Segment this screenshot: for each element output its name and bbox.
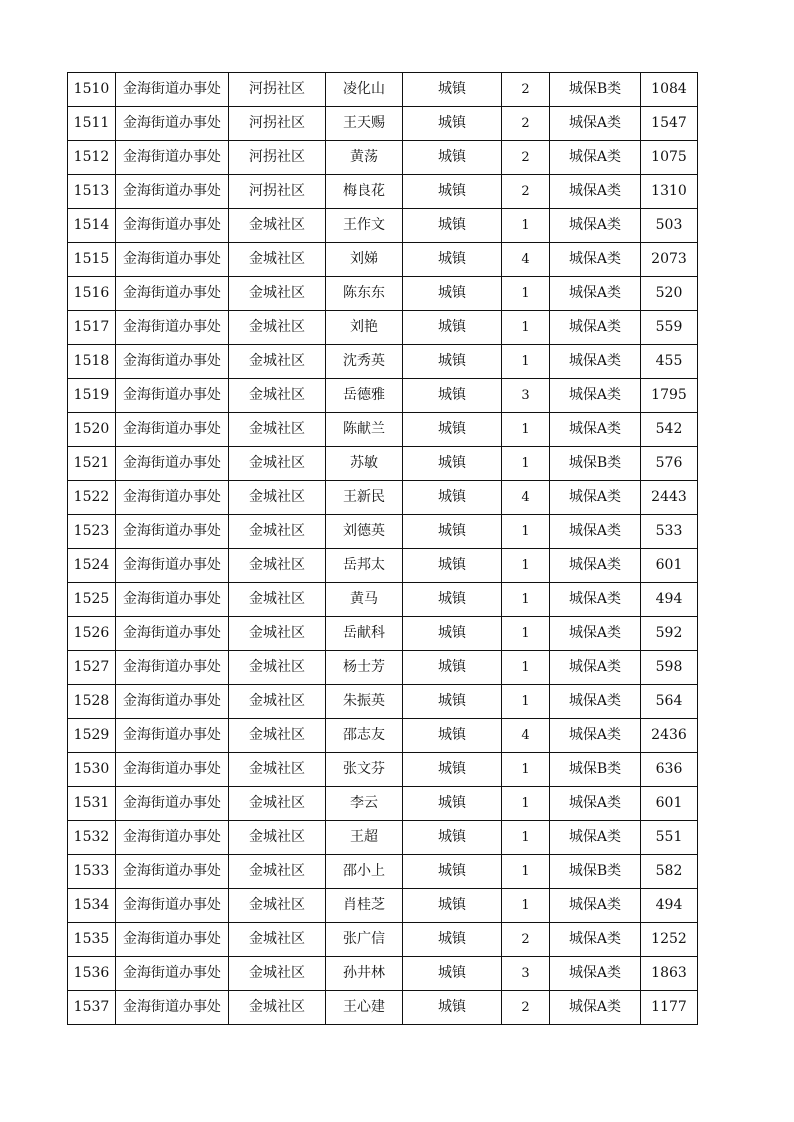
cell-serial-number: 1513: [68, 175, 116, 209]
cell-community: 金城社区: [229, 549, 326, 583]
cell-person-name: 邵小上: [326, 855, 403, 889]
cell-category: 城保A类: [550, 957, 641, 991]
cell-household-size: 3: [502, 957, 550, 991]
cell-street-office: 金海街道办事处: [116, 73, 229, 107]
cell-household-size: 1: [502, 583, 550, 617]
table-row: [68, 243, 698, 277]
table-row: [68, 957, 698, 991]
cell-serial-number: 1534: [68, 889, 116, 923]
cell-person-name: 沈秀英: [326, 345, 403, 379]
cell-street-office: 金海街道办事处: [116, 447, 229, 481]
cell-area-type: 城镇: [403, 855, 502, 889]
cell-category: 城保B类: [550, 753, 641, 787]
cell-community: 金城社区: [229, 413, 326, 447]
cell-area-type: 城镇: [403, 923, 502, 957]
cell-community: 金城社区: [229, 481, 326, 515]
cell-serial-number: 1511: [68, 107, 116, 141]
cell-street-office: 金海街道办事处: [116, 821, 229, 855]
cell-household-size: 1: [502, 549, 550, 583]
cell-area-type: 城镇: [403, 73, 502, 107]
cell-amount: 1177: [641, 991, 698, 1025]
cell-amount: 601: [641, 549, 698, 583]
table-row: [68, 855, 698, 889]
cell-household-size: 2: [502, 73, 550, 107]
cell-person-name: 杨士芳: [326, 651, 403, 685]
cell-area-type: 城镇: [403, 889, 502, 923]
cell-amount: 564: [641, 685, 698, 719]
cell-area-type: 城镇: [403, 345, 502, 379]
cell-household-size: 4: [502, 719, 550, 753]
cell-person-name: 王心建: [326, 991, 403, 1025]
cell-area-type: 城镇: [403, 685, 502, 719]
cell-community: 河拐社区: [229, 107, 326, 141]
cell-community: 金城社区: [229, 243, 326, 277]
cell-person-name: 张广信: [326, 923, 403, 957]
cell-amount: 601: [641, 787, 698, 821]
cell-community: 金城社区: [229, 753, 326, 787]
cell-category: 城保A类: [550, 345, 641, 379]
cell-person-name: 黄马: [326, 583, 403, 617]
cell-amount: 533: [641, 515, 698, 549]
cell-household-size: 2: [502, 107, 550, 141]
cell-person-name: 刘德英: [326, 515, 403, 549]
cell-amount: 2073: [641, 243, 698, 277]
cell-street-office: 金海街道办事处: [116, 515, 229, 549]
table-row: [68, 753, 698, 787]
cell-community: 金城社区: [229, 345, 326, 379]
cell-area-type: 城镇: [403, 821, 502, 855]
cell-area-type: 城镇: [403, 243, 502, 277]
cell-serial-number: 1520: [68, 413, 116, 447]
cell-community: 金城社区: [229, 685, 326, 719]
cell-community: 金城社区: [229, 957, 326, 991]
cell-household-size: 1: [502, 311, 550, 345]
cell-area-type: 城镇: [403, 549, 502, 583]
cell-community: 金城社区: [229, 515, 326, 549]
table-row: [68, 277, 698, 311]
cell-person-name: 王超: [326, 821, 403, 855]
cell-area-type: 城镇: [403, 583, 502, 617]
cell-street-office: 金海街道办事处: [116, 855, 229, 889]
cell-household-size: 1: [502, 209, 550, 243]
cell-street-office: 金海街道办事处: [116, 175, 229, 209]
cell-community: 金城社区: [229, 923, 326, 957]
cell-amount: 559: [641, 311, 698, 345]
cell-category: 城保A类: [550, 413, 641, 447]
table-row: [68, 787, 698, 821]
cell-serial-number: 1518: [68, 345, 116, 379]
cell-amount: 592: [641, 617, 698, 651]
cell-category: 城保A类: [550, 923, 641, 957]
table-row: [68, 175, 698, 209]
cell-street-office: 金海街道办事处: [116, 481, 229, 515]
cell-area-type: 城镇: [403, 277, 502, 311]
table-row: [68, 209, 698, 243]
cell-person-name: 肖桂芝: [326, 889, 403, 923]
cell-household-size: 1: [502, 855, 550, 889]
cell-amount: 542: [641, 413, 698, 447]
cell-community: 金城社区: [229, 821, 326, 855]
cell-household-size: 1: [502, 515, 550, 549]
table-row: [68, 413, 698, 447]
cell-person-name: 岳邦太: [326, 549, 403, 583]
cell-area-type: 城镇: [403, 719, 502, 753]
cell-person-name: 梅良花: [326, 175, 403, 209]
cell-community: 金城社区: [229, 889, 326, 923]
table-row: [68, 719, 698, 753]
cell-community: 金城社区: [229, 447, 326, 481]
table-row: [68, 583, 698, 617]
cell-person-name: 李云: [326, 787, 403, 821]
cell-street-office: 金海街道办事处: [116, 107, 229, 141]
cell-category: 城保B类: [550, 447, 641, 481]
cell-serial-number: 1526: [68, 617, 116, 651]
cell-category: 城保A类: [550, 379, 641, 413]
cell-person-name: 陈献兰: [326, 413, 403, 447]
cell-serial-number: 1530: [68, 753, 116, 787]
cell-community: 金城社区: [229, 209, 326, 243]
cell-community: 河拐社区: [229, 175, 326, 209]
cell-community: 金城社区: [229, 277, 326, 311]
cell-area-type: 城镇: [403, 379, 502, 413]
cell-amount: 576: [641, 447, 698, 481]
cell-category: 城保B类: [550, 855, 641, 889]
cell-category: 城保A类: [550, 243, 641, 277]
cell-area-type: 城镇: [403, 209, 502, 243]
table-row: [68, 379, 698, 413]
cell-category: 城保A类: [550, 277, 641, 311]
table-row: [68, 651, 698, 685]
cell-street-office: 金海街道办事处: [116, 379, 229, 413]
cell-person-name: 王新民: [326, 481, 403, 515]
cell-area-type: 城镇: [403, 753, 502, 787]
cell-person-name: 岳献科: [326, 617, 403, 651]
cell-street-office: 金海街道办事处: [116, 753, 229, 787]
cell-amount: 582: [641, 855, 698, 889]
cell-category: 城保A类: [550, 515, 641, 549]
cell-person-name: 凌化山: [326, 73, 403, 107]
cell-amount: 1310: [641, 175, 698, 209]
cell-household-size: 2: [502, 991, 550, 1025]
cell-community: 金城社区: [229, 855, 326, 889]
cell-community: 金城社区: [229, 991, 326, 1025]
cell-household-size: 3: [502, 379, 550, 413]
cell-area-type: 城镇: [403, 175, 502, 209]
cell-serial-number: 1537: [68, 991, 116, 1025]
cell-area-type: 城镇: [403, 107, 502, 141]
cell-category: 城保A类: [550, 617, 641, 651]
cell-street-office: 金海街道办事处: [116, 583, 229, 617]
cell-household-size: 1: [502, 821, 550, 855]
cell-serial-number: 1517: [68, 311, 116, 345]
cell-street-office: 金海街道办事处: [116, 719, 229, 753]
cell-street-office: 金海街道办事处: [116, 311, 229, 345]
cell-community: 金城社区: [229, 379, 326, 413]
cell-street-office: 金海街道办事处: [116, 549, 229, 583]
cell-serial-number: 1521: [68, 447, 116, 481]
cell-household-size: 1: [502, 685, 550, 719]
table-row: [68, 141, 698, 175]
cell-amount: 1075: [641, 141, 698, 175]
table-row: [68, 549, 698, 583]
table-row: [68, 481, 698, 515]
cell-person-name: 王作文: [326, 209, 403, 243]
table-row: [68, 107, 698, 141]
cell-amount: 1863: [641, 957, 698, 991]
cell-category: 城保A类: [550, 175, 641, 209]
table-row: [68, 991, 698, 1025]
cell-area-type: 城镇: [403, 447, 502, 481]
cell-category: 城保A类: [550, 991, 641, 1025]
cell-amount: 503: [641, 209, 698, 243]
cell-street-office: 金海街道办事处: [116, 889, 229, 923]
cell-community: 河拐社区: [229, 141, 326, 175]
cell-person-name: 刘娣: [326, 243, 403, 277]
cell-household-size: 1: [502, 889, 550, 923]
cell-serial-number: 1522: [68, 481, 116, 515]
cell-category: 城保A类: [550, 311, 641, 345]
cell-area-type: 城镇: [403, 413, 502, 447]
cell-street-office: 金海街道办事处: [116, 651, 229, 685]
cell-street-office: 金海街道办事处: [116, 991, 229, 1025]
cell-amount: 598: [641, 651, 698, 685]
table-row: [68, 73, 698, 107]
relief-roster-table: [67, 72, 698, 1025]
cell-category: 城保A类: [550, 583, 641, 617]
cell-amount: 1795: [641, 379, 698, 413]
cell-category: 城保A类: [550, 685, 641, 719]
cell-serial-number: 1525: [68, 583, 116, 617]
cell-amount: 1084: [641, 73, 698, 107]
table-row: [68, 685, 698, 719]
cell-serial-number: 1515: [68, 243, 116, 277]
cell-person-name: 刘艳: [326, 311, 403, 345]
table-body: [68, 73, 698, 1025]
cell-street-office: 金海街道办事处: [116, 209, 229, 243]
cell-area-type: 城镇: [403, 481, 502, 515]
cell-category: 城保B类: [550, 73, 641, 107]
cell-household-size: 1: [502, 787, 550, 821]
cell-person-name: 邵志友: [326, 719, 403, 753]
cell-street-office: 金海街道办事处: [116, 957, 229, 991]
table-row: [68, 821, 698, 855]
cell-household-size: 2: [502, 141, 550, 175]
cell-household-size: 1: [502, 651, 550, 685]
cell-category: 城保A类: [550, 107, 641, 141]
cell-area-type: 城镇: [403, 957, 502, 991]
table-row: [68, 617, 698, 651]
cell-serial-number: 1528: [68, 685, 116, 719]
cell-serial-number: 1533: [68, 855, 116, 889]
cell-amount: 494: [641, 889, 698, 923]
cell-area-type: 城镇: [403, 787, 502, 821]
cell-street-office: 金海街道办事处: [116, 277, 229, 311]
cell-household-size: 4: [502, 481, 550, 515]
cell-serial-number: 1535: [68, 923, 116, 957]
cell-serial-number: 1510: [68, 73, 116, 107]
cell-household-size: 1: [502, 447, 550, 481]
cell-amount: 636: [641, 753, 698, 787]
cell-area-type: 城镇: [403, 651, 502, 685]
cell-amount: 2436: [641, 719, 698, 753]
cell-person-name: 苏敏: [326, 447, 403, 481]
cell-serial-number: 1531: [68, 787, 116, 821]
cell-household-size: 4: [502, 243, 550, 277]
cell-amount: 1252: [641, 923, 698, 957]
cell-amount: 494: [641, 583, 698, 617]
cell-serial-number: 1519: [68, 379, 116, 413]
cell-person-name: 岳德雅: [326, 379, 403, 413]
cell-category: 城保A类: [550, 209, 641, 243]
cell-street-office: 金海街道办事处: [116, 243, 229, 277]
cell-street-office: 金海街道办事处: [116, 923, 229, 957]
cell-community: 金城社区: [229, 617, 326, 651]
cell-household-size: 1: [502, 617, 550, 651]
cell-community: 河拐社区: [229, 73, 326, 107]
cell-area-type: 城镇: [403, 991, 502, 1025]
cell-street-office: 金海街道办事处: [116, 345, 229, 379]
cell-household-size: 1: [502, 413, 550, 447]
cell-area-type: 城镇: [403, 515, 502, 549]
cell-household-size: 1: [502, 345, 550, 379]
table-row: [68, 345, 698, 379]
cell-amount: 2443: [641, 481, 698, 515]
cell-household-size: 2: [502, 175, 550, 209]
cell-person-name: 陈东东: [326, 277, 403, 311]
cell-category: 城保A类: [550, 481, 641, 515]
cell-street-office: 金海街道办事处: [116, 141, 229, 175]
cell-household-size: 1: [502, 753, 550, 787]
cell-person-name: 黄荡: [326, 141, 403, 175]
table-row: [68, 889, 698, 923]
cell-community: 金城社区: [229, 311, 326, 345]
cell-community: 金城社区: [229, 583, 326, 617]
cell-street-office: 金海街道办事处: [116, 787, 229, 821]
cell-person-name: 朱振英: [326, 685, 403, 719]
cell-serial-number: 1516: [68, 277, 116, 311]
cell-person-name: 王天赐: [326, 107, 403, 141]
cell-serial-number: 1514: [68, 209, 116, 243]
cell-street-office: 金海街道办事处: [116, 685, 229, 719]
table-row: [68, 447, 698, 481]
cell-amount: 551: [641, 821, 698, 855]
cell-amount: 455: [641, 345, 698, 379]
cell-category: 城保A类: [550, 889, 641, 923]
cell-street-office: 金海街道办事处: [116, 617, 229, 651]
cell-household-size: 2: [502, 923, 550, 957]
cell-serial-number: 1532: [68, 821, 116, 855]
cell-person-name: 孙井林: [326, 957, 403, 991]
cell-amount: 1547: [641, 107, 698, 141]
table-row: [68, 311, 698, 345]
cell-category: 城保A类: [550, 651, 641, 685]
cell-serial-number: 1529: [68, 719, 116, 753]
cell-street-office: 金海街道办事处: [116, 413, 229, 447]
cell-community: 金城社区: [229, 719, 326, 753]
table-row: [68, 923, 698, 957]
cell-category: 城保A类: [550, 787, 641, 821]
cell-area-type: 城镇: [403, 141, 502, 175]
cell-person-name: 张文芬: [326, 753, 403, 787]
cell-category: 城保A类: [550, 141, 641, 175]
cell-category: 城保A类: [550, 719, 641, 753]
cell-serial-number: 1527: [68, 651, 116, 685]
cell-serial-number: 1512: [68, 141, 116, 175]
cell-community: 金城社区: [229, 651, 326, 685]
cell-amount: 520: [641, 277, 698, 311]
cell-serial-number: 1524: [68, 549, 116, 583]
cell-community: 金城社区: [229, 787, 326, 821]
cell-area-type: 城镇: [403, 311, 502, 345]
cell-serial-number: 1523: [68, 515, 116, 549]
cell-category: 城保A类: [550, 821, 641, 855]
table-row: [68, 515, 698, 549]
cell-household-size: 1: [502, 277, 550, 311]
cell-area-type: 城镇: [403, 617, 502, 651]
cell-serial-number: 1536: [68, 957, 116, 991]
cell-category: 城保A类: [550, 549, 641, 583]
